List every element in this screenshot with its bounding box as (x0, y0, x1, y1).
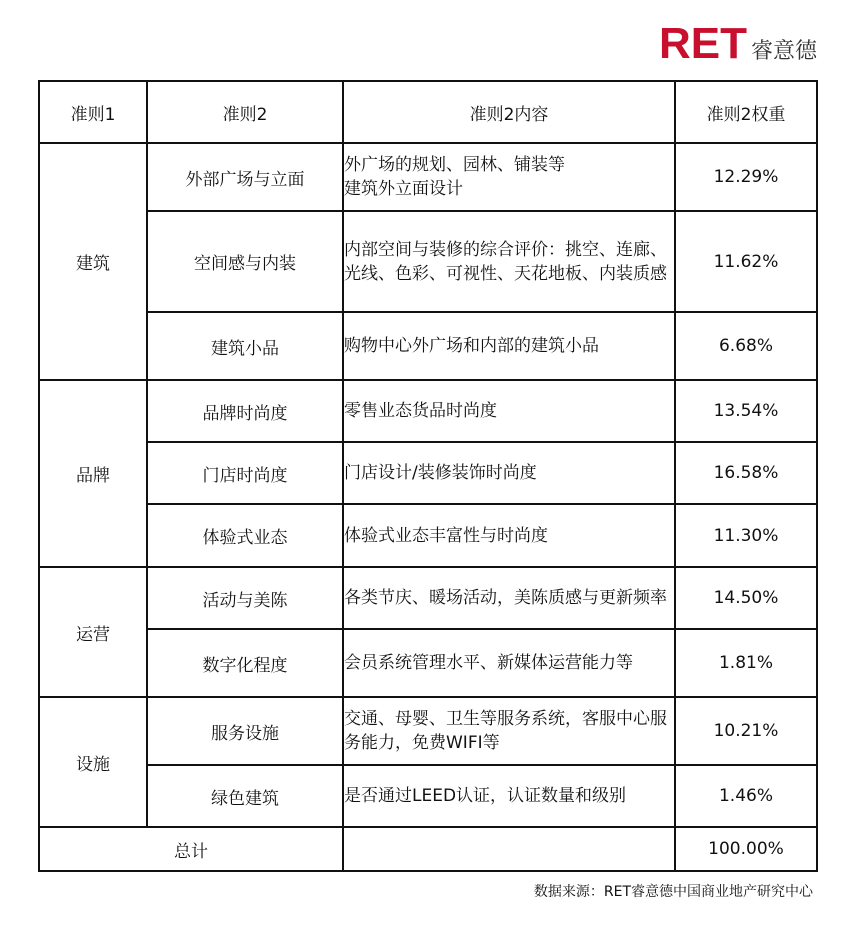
table-row (39, 504, 817, 567)
group-name: 建筑 (39, 143, 147, 380)
criterion-name: 建筑小品 (147, 312, 343, 380)
criterion-weight: 6.68% (675, 312, 817, 380)
group-name: 运营 (39, 567, 147, 697)
header-criterion1: 准则1 (39, 81, 147, 143)
criterion-name: 活动与美陈 (147, 567, 343, 629)
group-name: 设施 (39, 697, 147, 827)
criterion-weight: 10.21% (675, 697, 817, 765)
criterion-weight: 14.50% (675, 567, 817, 629)
total-row (39, 827, 817, 871)
table-row (39, 629, 817, 697)
total-weight: 100.00% (675, 827, 817, 871)
criterion-content: 各类节庆、暖场活动，美陈质感与更新频率 (343, 567, 675, 629)
criterion-name: 体验式业态 (147, 504, 343, 567)
criterion-name: 绿色建筑 (147, 765, 343, 827)
group-name: 品牌 (39, 380, 147, 567)
header-weight: 准则2权重 (675, 81, 817, 143)
criterion-weight: 1.46% (675, 765, 817, 827)
table-row (39, 143, 817, 211)
criterion-name: 门店时尚度 (147, 442, 343, 504)
logo-mark: RET (658, 19, 747, 68)
criterion-content: 购物中心外广场和内部的建筑小品 (343, 312, 675, 380)
criterion-content: 门店设计/装修装饰时尚度 (343, 442, 675, 504)
criteria-table (38, 80, 818, 872)
criterion-name: 服务设施 (147, 697, 343, 765)
table-row (39, 765, 817, 827)
criterion-name: 空间感与内装 (147, 211, 343, 312)
table-row (39, 312, 817, 380)
table-row (39, 442, 817, 504)
criterion-weight: 11.30% (675, 504, 817, 567)
criterion-weight: 11.62% (675, 211, 817, 312)
criterion-content: 交通、母婴、卫生等服务系统，客服中心服务能力，免费WIFI等 (343, 697, 675, 765)
criterion-content: 是否通过LEED认证，认证数量和级别 (343, 765, 675, 827)
logo-name: 睿意德 (750, 39, 817, 64)
criterion-weight: 12.29% (675, 143, 817, 211)
ret-logo (658, 19, 817, 68)
criterion-content: 体验式业态丰富性与时尚度 (343, 504, 675, 567)
total-label: 总计 (39, 827, 343, 871)
table-row (39, 697, 817, 765)
criterion-content: 零售业态货品时尚度 (343, 380, 675, 442)
criterion-weight: 13.54% (675, 380, 817, 442)
total-content (343, 827, 675, 871)
criterion-weight: 1.81% (675, 629, 817, 697)
table-row (39, 567, 817, 629)
header-criterion2: 准则2 (147, 81, 343, 143)
data-source-note: 数据来源：RET睿意德中国商业地产研究中心 (533, 884, 813, 900)
criterion-name: 品牌时尚度 (147, 380, 343, 442)
criterion-content: 内部空间与装修的综合评价：挑空、连廊、光线、色彩、可视性、天花地板、内装质感 (343, 211, 675, 312)
header-row (39, 81, 817, 143)
criterion-weight: 16.58% (675, 442, 817, 504)
table-row (39, 380, 817, 442)
criterion-name: 外部广场与立面 (147, 143, 343, 211)
header-content: 准则2内容 (343, 81, 675, 143)
criterion-name: 数字化程度 (147, 629, 343, 697)
table-row (39, 211, 817, 312)
criterion-content: 会员系统管理水平、新媒体运营能力等 (343, 629, 675, 697)
criterion-content: 外广场的规划、园林、铺装等 建筑外立面设计 (343, 143, 675, 211)
